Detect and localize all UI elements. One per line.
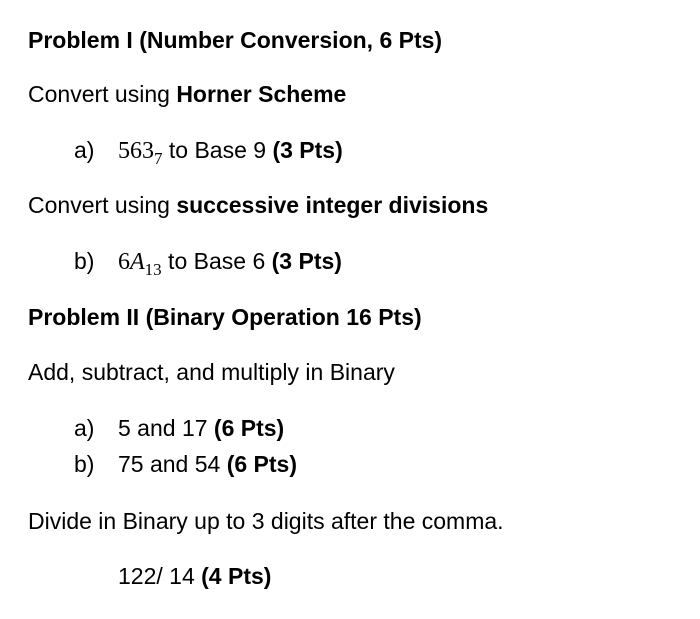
- horner-instruction-prefix: Convert using: [28, 81, 177, 107]
- item-b-points: (3 Pts): [271, 248, 342, 274]
- item-a-points: (6 Pts): [213, 415, 285, 441]
- problem-2-heading: Problem II (Binary Operation 16 Pts): [28, 304, 422, 330]
- item-b-text: 75 and 54: [118, 451, 227, 477]
- problem-1-item-b: [74, 247, 342, 278]
- divide-item-points: (4 Pts): [201, 563, 272, 589]
- item-b-base-subscript: 13: [144, 260, 162, 279]
- item-b-points: (6 Pts): [226, 451, 298, 477]
- item-a-number: 563: [118, 138, 154, 164]
- item-a-label: a): [74, 415, 95, 441]
- problem-2-item-b: [74, 450, 297, 478]
- divisions-instruction-method: successive integer divisions: [176, 192, 489, 218]
- divide-item: [118, 562, 271, 590]
- divide-item-text: 122/ 14: [118, 563, 202, 589]
- horner-instruction-method: Horner Scheme: [176, 81, 347, 107]
- item-b-number-letter: A: [130, 249, 145, 275]
- item-b-number-digit: 6: [118, 249, 130, 275]
- problem-1-heading: Problem I (Number Conversion, 6 Pts): [28, 27, 443, 53]
- item-a-base-subscript: 7: [154, 149, 163, 168]
- item-a-text: 5 and 17: [118, 415, 214, 441]
- divide-instruction: Divide in Binary up to 3 digits after the comma.: [28, 508, 504, 534]
- item-b-label: b): [74, 248, 95, 274]
- problem-1-item-a: [74, 136, 343, 167]
- item-b-label: b): [74, 451, 95, 477]
- item-a-text: to Base 9: [162, 137, 273, 163]
- divisions-instruction: [28, 191, 488, 219]
- divisions-instruction-prefix: Convert using: [28, 192, 177, 218]
- horner-instruction: [28, 80, 346, 108]
- problem-2-item-a: [74, 414, 284, 442]
- binary-instruction: Add, subtract, and multiply in Binary: [28, 359, 395, 385]
- item-a-points: (3 Pts): [272, 137, 343, 163]
- item-a-label: a): [74, 137, 95, 163]
- item-b-text: to Base 6: [161, 248, 272, 274]
